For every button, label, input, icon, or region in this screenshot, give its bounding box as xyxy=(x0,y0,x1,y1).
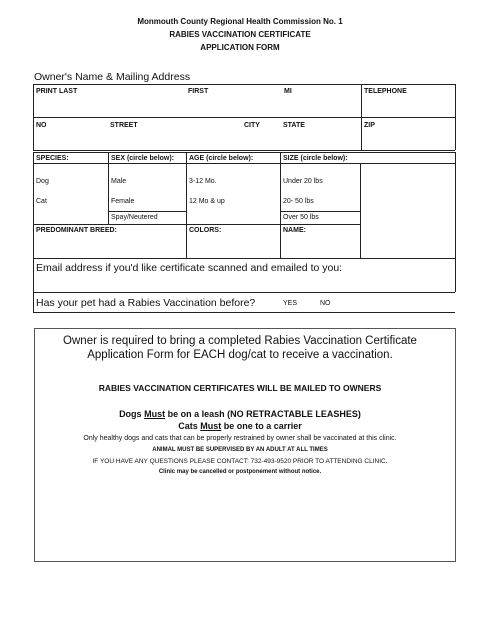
form-subtitle: APPLICATION FORM xyxy=(200,43,280,52)
state-label: STATE xyxy=(283,122,305,129)
telephone-label: TELEPHONE xyxy=(364,88,407,95)
leash-rule-post: be on a leash (NO RETRACTABLE LEASHES) xyxy=(165,409,361,419)
cancellation-notice: Clinic may be cancelled or postponement without notice. xyxy=(158,469,322,475)
notice-line-1: Owner is required to bring a completed Rabies Vaccination Certificate xyxy=(63,335,417,347)
size-option-over-50[interactable]: Over 50 lbs xyxy=(283,214,319,221)
sex-option-female[interactable]: Female xyxy=(111,198,135,205)
first-name-label: FIRST xyxy=(188,88,209,95)
size-option-under-20[interactable]: Under 20 lbs xyxy=(283,178,323,185)
zip-label: ZIP xyxy=(364,122,375,129)
species-option-dog[interactable]: Dog xyxy=(36,178,49,185)
middle-initial-label: MI xyxy=(284,88,292,95)
carrier-rule-post: be one to a carrier xyxy=(221,421,302,431)
agency-name: Monmouth County Regional Health Commission No. 1 xyxy=(137,17,343,26)
contact-notice: IF YOU HAVE ANY QUESTIONS PLEASE CONTACT: 732-493-9520 PRIOR TO ATTENDING CLINIC. xyxy=(92,458,388,465)
colors-label: COLORS: xyxy=(189,227,222,234)
species-header: SPECIES: xyxy=(36,155,69,162)
leash-rule-must: Must xyxy=(144,409,166,419)
carrier-rule-must: Must xyxy=(200,421,222,431)
size-header: SIZE (circle below): xyxy=(283,155,348,162)
leash-rule xyxy=(20,409,460,419)
age-option-12-months-up[interactable]: 12 Mo & up xyxy=(189,198,225,205)
prior-vaccination-no[interactable]: NO xyxy=(320,300,331,307)
sex-option-spay-neutered[interactable]: Spay/Neutered xyxy=(111,214,158,221)
species-option-cat[interactable]: Cat xyxy=(36,198,47,205)
prior-vaccination-yes[interactable]: YES xyxy=(283,300,298,307)
sex-option-male[interactable]: Male xyxy=(111,178,127,185)
age-option-3-12-months[interactable]: 3-12 Mo. xyxy=(189,178,217,185)
prior-vaccination-question: Has your pet had a Rabies Vaccination before? xyxy=(36,297,256,309)
email-label: Email address if you'd like certificate scanned and emailed to you: xyxy=(36,262,343,274)
mailed-notice: RABIES VACCINATION CERTIFICATES WILL BE MAILED TO OWNERS xyxy=(98,383,382,393)
breed-label: PREDOMINANT BREED: xyxy=(36,227,117,234)
pet-name-label: NAME: xyxy=(283,227,306,234)
leash-rule-pre: Dogs xyxy=(119,409,145,419)
carrier-rule-pre: Cats xyxy=(178,421,201,431)
street-number-label: NO xyxy=(36,122,47,129)
form-title: RABIES VACCINATION CERTIFICATE xyxy=(169,30,311,39)
notice-box xyxy=(34,328,456,562)
owner-section-title: Owner's Name & Mailing Address xyxy=(34,71,191,83)
adult-supervision-notice: ANIMAL MUST BE SUPERVISED BY AN ADULT AT ALL TIMES xyxy=(152,447,328,453)
notice-line-2: Application Form for EACH dog/cat to receive a vaccination. xyxy=(87,349,393,361)
print-last-label: PRINT LAST xyxy=(36,88,78,95)
healthy-animals-notice: Only healthy dogs and cats that can be properly restrained by owner shall be vaccinated at this clinic. xyxy=(83,435,397,442)
carrier-rule xyxy=(20,421,460,431)
city-label: CITY xyxy=(244,122,260,129)
sex-header: SEX (circle below): xyxy=(111,155,175,162)
age-header: AGE (circle below): xyxy=(189,155,254,162)
size-option-20-50[interactable]: 20- 50 lbs xyxy=(283,198,314,205)
street-label: STREET xyxy=(110,122,138,129)
